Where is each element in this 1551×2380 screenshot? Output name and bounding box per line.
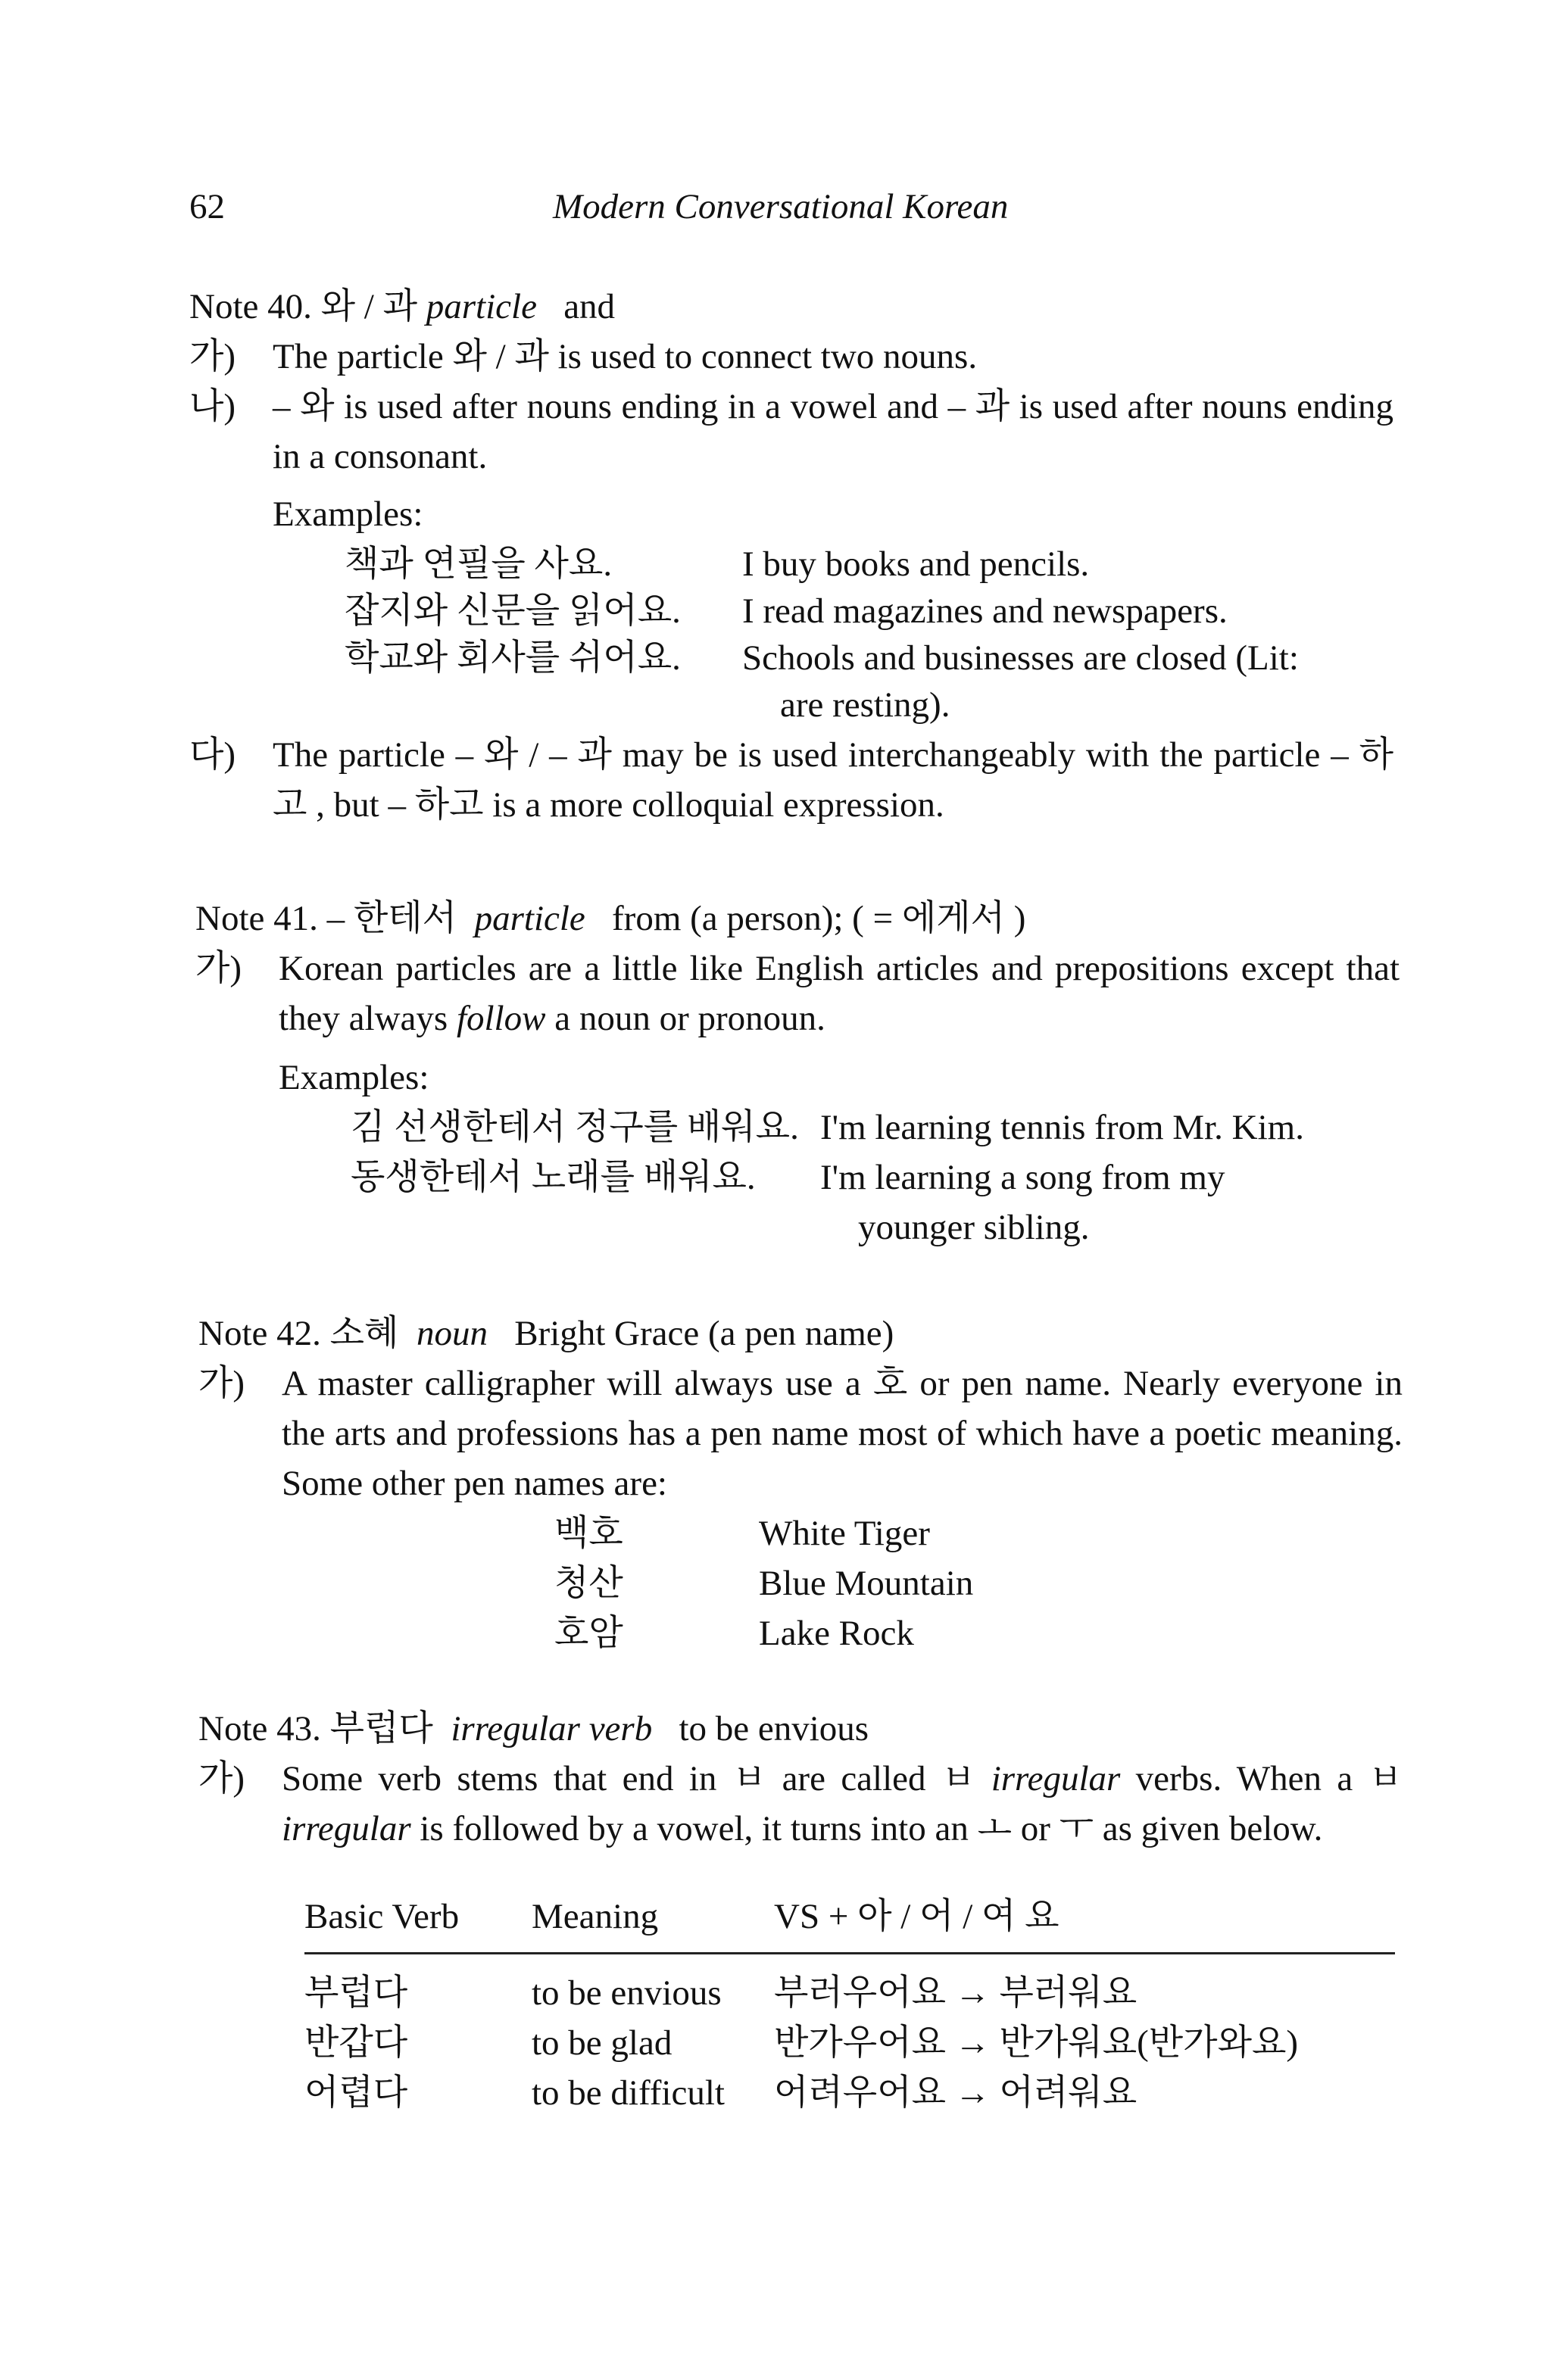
- item-marker: 다): [189, 735, 236, 775]
- note-40-item-1: [189, 332, 1393, 382]
- table-header-form: VS + 아 / 어 / 여 요: [774, 1897, 1059, 1936]
- item-marker: 가): [198, 1364, 245, 1403]
- note-term: 부럽다: [329, 1709, 433, 1748]
- examples-label: Examples:: [279, 1058, 429, 1097]
- pen-name-korean: 호암: [554, 1614, 623, 1653]
- table-row: [304, 2068, 1395, 2118]
- example-korean: 책과 연필을 사요.: [345, 544, 613, 584]
- table-cell-meaning: to be envious: [532, 1973, 722, 2013]
- pen-name-row: [198, 1608, 1403, 1658]
- table-row: [304, 1968, 1395, 2018]
- item-text-emphasis-1: irregular: [991, 1759, 1121, 1798]
- note-41-item-1: [195, 944, 1400, 1043]
- note-label: Note 41.: [195, 899, 318, 938]
- running-title: Modern Conversational Korean: [553, 187, 1009, 226]
- note-pos: noun: [416, 1314, 488, 1353]
- example-english-continued: younger sibling.: [858, 1208, 1090, 1247]
- note-40-item-2: [189, 382, 1393, 482]
- note-label: Note 42.: [198, 1314, 321, 1353]
- table-cell-verb: 어렵다: [304, 2073, 408, 2113]
- example-english: I read magazines and newspapers.: [742, 591, 1228, 631]
- table-header-meaning: Meaning: [532, 1897, 659, 1936]
- note-40: [189, 282, 1393, 830]
- verb-table: [304, 1892, 1395, 2118]
- item-text-emphasis: follow: [456, 999, 546, 1038]
- example-english: I'm learning a song from my: [820, 1158, 1225, 1197]
- note-pos: irregular verb: [451, 1709, 653, 1748]
- example-english: Schools and businesses are closed (Lit:: [742, 638, 1299, 678]
- item-marker: 가): [195, 949, 242, 988]
- pen-name-row: [198, 1508, 1403, 1558]
- note-pos: particle: [426, 287, 537, 326]
- note-term: – 한테서: [326, 899, 457, 938]
- item-text-pre: Korean particles are a little like English articles and prepositions except that they always: [279, 949, 1400, 1038]
- example-korean: 김 선생한테서 정구를 배워요.: [351, 1108, 799, 1147]
- item-text-emphasis-2: irregular: [282, 1809, 411, 1848]
- table-cell-meaning: to be difficult: [532, 2073, 725, 2113]
- table-cell-form: 반가우어요 → 반가워요(반가와요): [774, 2023, 1299, 2063]
- table-row: [304, 2018, 1395, 2068]
- note-label: Note 43.: [198, 1709, 321, 1748]
- note-43-title: [198, 1704, 1403, 1754]
- item-text-2: verbs. When a ㅂ: [1120, 1759, 1403, 1798]
- note-41-title: [195, 894, 1400, 944]
- note-41: [195, 894, 1400, 1249]
- pen-name-row: [198, 1558, 1403, 1608]
- item-text: A master calligrapher will always use a 호 or pen name. Nearly everyone in the arts and professions has a pen name most of which have a poetic meaning. Some other pen names are:: [282, 1364, 1403, 1503]
- item-text-post: a noun or pronoun.: [545, 999, 825, 1038]
- item-text-3: is followed by a vowel, it turns into an ㅗ or ㅜ as given below.: [410, 1809, 1323, 1848]
- table-header-basic-verb: Basic Verb: [304, 1897, 460, 1936]
- example-row: [189, 586, 1393, 633]
- pen-name-korean: 청산: [554, 1564, 623, 1603]
- example-english: I buy books and pencils.: [742, 544, 1090, 584]
- item-text: The particle – 와 / – 과 may be is used interchangeably with the particle – 하고 , but – 하고 is a more colloquial expression.: [273, 735, 1393, 825]
- note-40-title: [189, 282, 1393, 332]
- example-english-continued: are resting).: [780, 685, 950, 725]
- note-term: 와 / 과: [320, 287, 417, 326]
- item-marker: 가): [189, 337, 236, 376]
- table-cell-meaning: to be glad: [532, 2023, 673, 2063]
- example-row: [195, 1103, 1400, 1153]
- example-row: [189, 539, 1393, 586]
- table-rule: [304, 1952, 1395, 1954]
- note-term: 소혜: [329, 1314, 399, 1353]
- example-korean: 동생한테서 노래를 배워요.: [351, 1158, 756, 1197]
- note-42-title: [198, 1309, 1403, 1358]
- item-text-1: Some verb stems that end in ㅂ are called ㅂ: [282, 1759, 991, 1798]
- table-header-row: [304, 1892, 1395, 1949]
- note-43: [198, 1704, 1403, 2118]
- page-header: [189, 182, 1401, 235]
- item-marker: 나): [189, 387, 236, 426]
- item-text: The particle 와 / 과 is used to connect two nouns.: [273, 337, 978, 376]
- note-42: [198, 1309, 1403, 1658]
- note-gloss: and: [563, 287, 616, 326]
- note-gloss: Bright Grace (a pen name): [514, 1314, 894, 1353]
- page-number: 62: [189, 187, 225, 226]
- example-english: I'm learning tennis from Mr. Kim.: [820, 1108, 1304, 1147]
- note-43-item-1: [198, 1754, 1403, 1854]
- example-korean: 잡지와 신문을 읽어요.: [345, 591, 681, 631]
- note-gloss: from (a person); ( = 에게서 ): [612, 899, 1026, 938]
- note-40-item-3: [189, 730, 1393, 830]
- example-row: [195, 1153, 1400, 1202]
- examples-label: Examples:: [273, 494, 423, 534]
- pen-name-english: Lake Rock: [759, 1614, 914, 1653]
- table-cell-form: 어려우어요 → 어려워요: [774, 2073, 1138, 2113]
- note-label: Note 40.: [189, 287, 312, 326]
- note-pos: particle: [474, 899, 585, 938]
- pen-name-english: White Tiger: [759, 1514, 930, 1553]
- item-marker: 가): [198, 1759, 245, 1798]
- pen-name-english: Blue Mountain: [759, 1564, 974, 1603]
- table-cell-form: 부러우어요 → 부러워요: [774, 1973, 1138, 2013]
- example-row: [189, 633, 1393, 680]
- pen-name-korean: 백호: [554, 1514, 623, 1553]
- table-cell-verb: 반갑다: [304, 2023, 408, 2063]
- note-gloss: to be envious: [679, 1709, 869, 1748]
- example-korean: 학교와 회사를 쉬어요.: [345, 638, 681, 678]
- table-cell-verb: 부럽다: [304, 1973, 408, 2013]
- note-42-item-1: [198, 1358, 1403, 1508]
- item-text: – 와 is used after nouns ending in a vowel and – 과 is used after nouns ending in a consonant.: [273, 387, 1393, 476]
